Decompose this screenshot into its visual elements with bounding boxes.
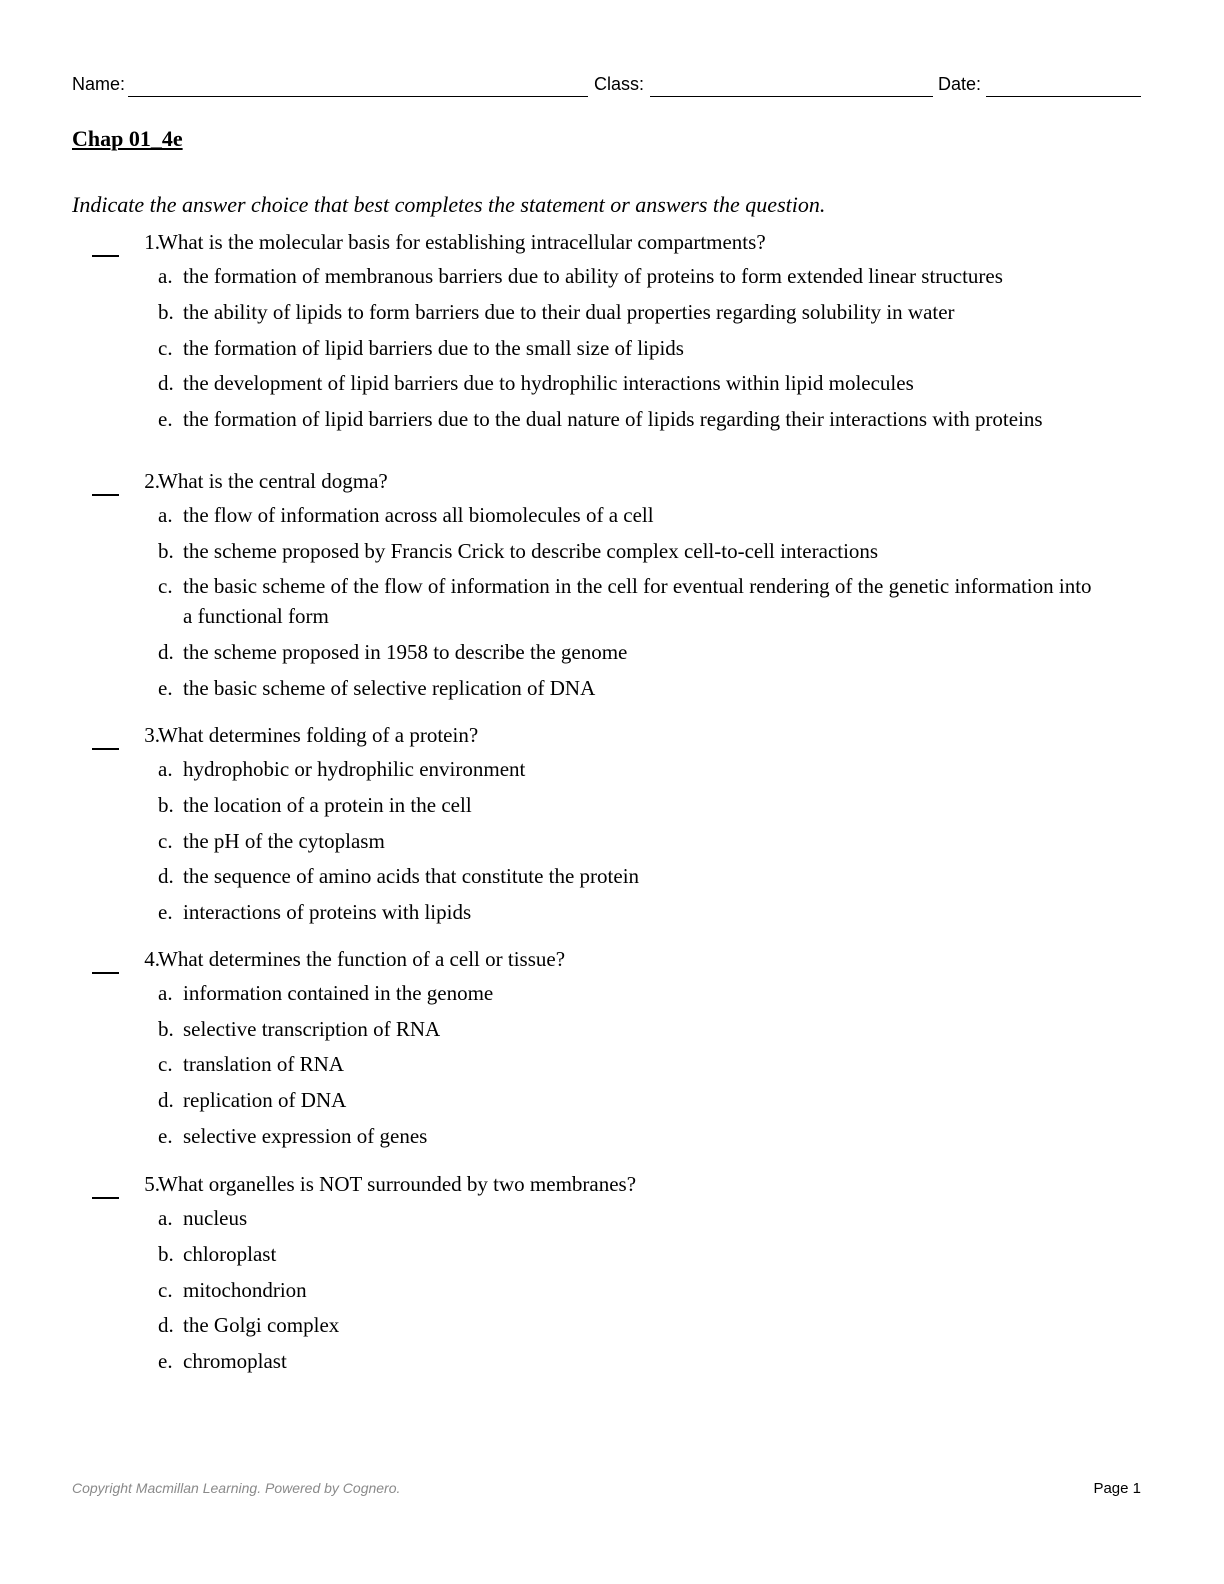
option-letter: d. xyxy=(158,371,174,395)
option-letter: d. xyxy=(158,1088,174,1112)
option-text: the location of a protein in the cell xyxy=(183,793,472,817)
option-text: information contained in the genome xyxy=(183,981,494,1005)
answer-blank[interactable] xyxy=(92,494,119,496)
option-text: the formation of lipid barriers due to the small size of lipids xyxy=(183,336,684,360)
option-letter: d. xyxy=(158,1313,174,1337)
answer-blank[interactable] xyxy=(92,748,119,750)
date-label: Date: xyxy=(938,74,982,94)
question-text: What is the central dogma? xyxy=(158,469,388,493)
option-letter: e. xyxy=(158,676,173,700)
option-text: selective transcription of RNA xyxy=(183,1017,441,1041)
option-letter: e. xyxy=(158,1124,173,1148)
option-text: the scheme proposed by Francis Crick to describe complex cell-to-cell interactions xyxy=(183,539,879,563)
option-text: mitochondrion xyxy=(183,1278,307,1302)
question-number: 4. xyxy=(144,947,160,971)
option-text: interactions of proteins with lipids xyxy=(183,900,472,924)
header-fields xyxy=(72,72,1141,98)
option-letter: c. xyxy=(158,574,173,598)
name-field-line[interactable] xyxy=(128,96,588,97)
footer-copyright: Copyright Macmillan Learning. Powered by Cognero. xyxy=(72,1480,401,1496)
option-text: the Golgi complex xyxy=(183,1313,340,1337)
option-letter: b. xyxy=(158,1242,174,1266)
option-text: translation of RNA xyxy=(183,1052,344,1076)
answer-blank[interactable] xyxy=(92,255,119,257)
option-text: the basic scheme of the flow of information in the cell for eventual rendering of the genetic information into a functional form xyxy=(183,574,1092,628)
option-text: the ability of lipids to form barriers due to their dual properties regarding solubility in water xyxy=(183,300,955,324)
option-text: chloroplast xyxy=(183,1242,277,1266)
option-text: hydrophobic or hydrophilic environment xyxy=(183,757,526,781)
name-label: Name: xyxy=(72,74,126,94)
question-text: What determines folding of a protein? xyxy=(158,723,479,747)
option-text: the development of lipid barriers due to hydrophilic interactions within lipid molecules xyxy=(183,371,914,395)
question-number: 5. xyxy=(144,1172,160,1196)
option-letter: c. xyxy=(158,1278,173,1302)
option-text: chromoplast xyxy=(183,1349,287,1373)
option-letter: d. xyxy=(158,640,174,664)
option-text: the scheme proposed in 1958 to describe the genome xyxy=(183,640,628,664)
option-text: the flow of information across all biomolecules of a cell xyxy=(183,503,654,527)
class-label: Class: xyxy=(594,74,645,94)
option-letter: e. xyxy=(158,900,173,924)
option-letter: e. xyxy=(158,407,173,431)
option-letter: a. xyxy=(158,503,173,527)
question-text: What is the molecular basis for establishing intracellular compartments? xyxy=(158,230,766,254)
chapter-title: Chap 01_4e xyxy=(72,126,183,151)
option-letter: c. xyxy=(158,829,173,853)
page-number: Page 1 xyxy=(1093,1480,1141,1497)
option-text: selective expression of genes xyxy=(183,1124,428,1148)
option-letter: b. xyxy=(158,539,174,563)
answer-blank[interactable] xyxy=(92,972,119,974)
option-letter: a. xyxy=(158,1206,173,1230)
instructions-text: Indicate the answer choice that best completes the statement or answers the question. xyxy=(72,192,826,217)
option-letter: b. xyxy=(158,300,174,324)
answer-blank[interactable] xyxy=(92,1197,119,1199)
class-field-line[interactable] xyxy=(650,96,933,97)
option-text: nucleus xyxy=(183,1206,248,1230)
question-number: 1. xyxy=(144,230,160,254)
option-letter: c. xyxy=(158,336,173,360)
option-letter: d. xyxy=(158,864,174,888)
option-text: the pH of the cytoplasm xyxy=(183,829,385,853)
option-letter: b. xyxy=(158,793,174,817)
option-letter: e. xyxy=(158,1349,173,1373)
option-letter: a. xyxy=(158,757,173,781)
option-letter: c. xyxy=(158,1052,173,1076)
option-text: the basic scheme of selective replication of DNA xyxy=(183,676,596,700)
option-text: the formation of membranous barriers due to ability of proteins to form extended linear structures xyxy=(183,264,1003,288)
date-field-line[interactable] xyxy=(986,96,1141,97)
question-text: What determines the function of a cell or tissue? xyxy=(158,947,566,971)
option-text: the sequence of amino acids that constitute the protein xyxy=(183,864,640,888)
question-number: 2. xyxy=(144,469,160,493)
option-letter: a. xyxy=(158,981,173,1005)
option-letter: a. xyxy=(158,264,173,288)
question-number: 3. xyxy=(144,723,160,747)
option-letter: b. xyxy=(158,1017,174,1041)
question-text: What organelles is NOT surrounded by two membranes? xyxy=(158,1172,637,1196)
option-text: the formation of lipid barriers due to the dual nature of lipids regarding their interactions with proteins xyxy=(183,407,1043,431)
option-text: replication of DNA xyxy=(183,1088,347,1112)
